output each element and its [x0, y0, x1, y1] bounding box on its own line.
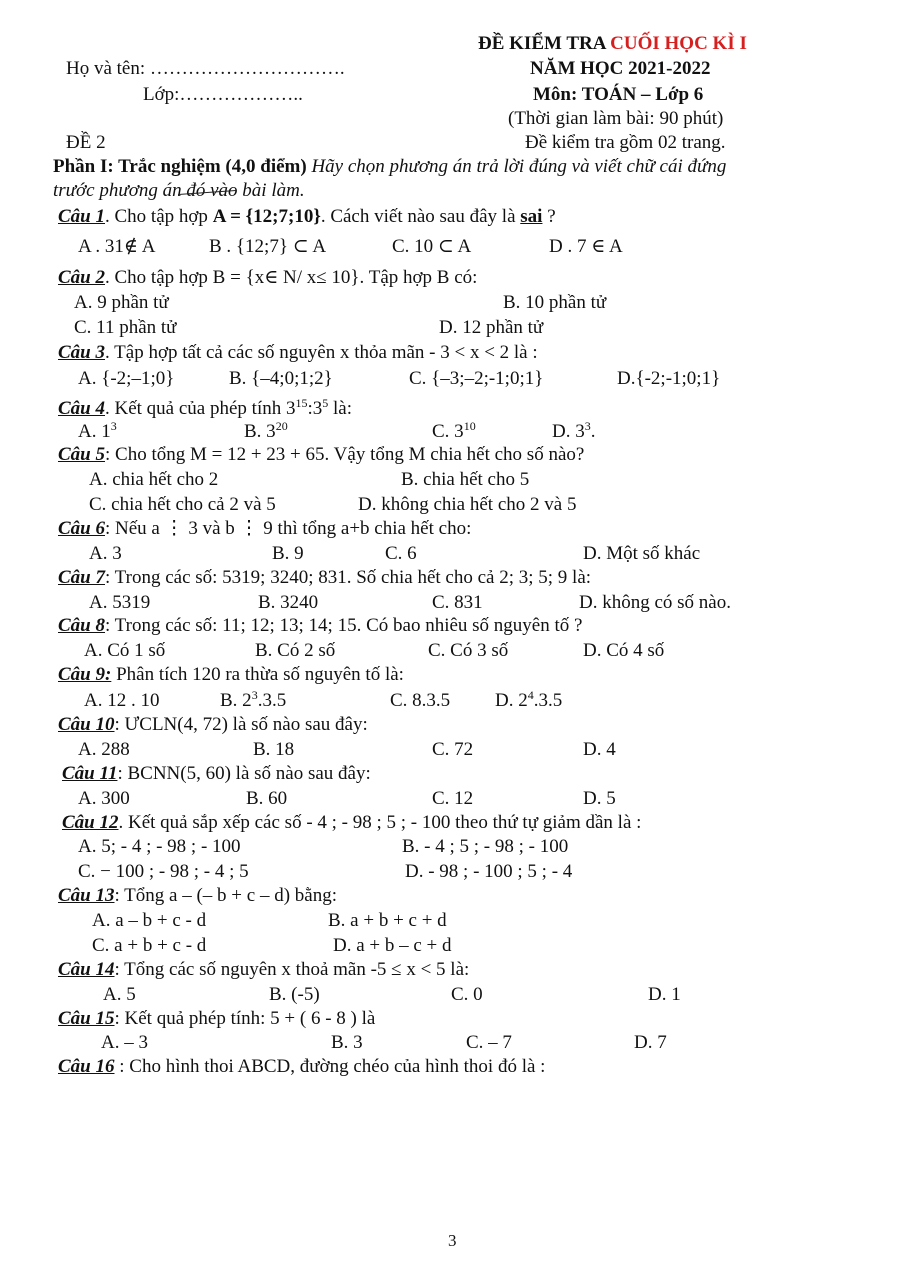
q6-option-d: D. Một số khác	[583, 543, 701, 564]
q11-option-a: A. 300	[78, 788, 130, 809]
q10-option-c: C. 72	[432, 739, 474, 760]
question-16: Câu 16 : Cho hình thoi ABCD, đường chéo của hình thoi đó là :	[58, 1056, 546, 1077]
page-number: 3	[448, 1231, 457, 1250]
q4-option-c: C. $3^{10}$	[432, 419, 476, 442]
q3-option-a: A. {-2;–1;0}	[78, 368, 175, 389]
q2-option-c: C. 11 phần tử	[74, 317, 177, 338]
q2-option-d: D. 12 phần tử	[439, 317, 544, 338]
q4-option-a: A. $1^3$	[78, 419, 117, 442]
q7-option-b: B. 3240	[258, 592, 319, 613]
q11-option-d: D. 5	[583, 788, 616, 809]
q1-option-b: B . {12;7} ⊂ A	[209, 236, 327, 257]
q5-option-a: A. chia hết cho 2	[89, 469, 219, 490]
q12-option-a: A. 5; - 4 ; - 98 ; - 100	[78, 836, 241, 857]
time-limit: (Thời gian làm bài: 90 phút)	[508, 108, 724, 129]
q6-option-a: A. 3	[89, 543, 122, 564]
question-12: Câu 12. Kết quả sắp xếp các số - 4 ; - 98 ; 5 ; - 100 theo thứ tự giảm dần là :	[62, 812, 642, 833]
q3-option-d: D.{-2;-1;0;1}	[617, 368, 721, 389]
q13-option-b: B. a + b + c + d	[328, 910, 447, 931]
exam-title: ĐỀ KIỂM TRA CUỐI HỌC KÌ I	[478, 33, 747, 54]
q13-option-d: D. a + b – c + d	[333, 935, 452, 956]
subject: Môn: TOÁN – Lớp 6	[533, 84, 704, 105]
question-9: Câu 9: Phân tích 120 ra thừa số nguyên tố là:	[58, 664, 404, 685]
q13-option-a: A. a – b + c - d	[92, 910, 207, 931]
q9-option-a: A. 12 . 10	[84, 690, 160, 711]
q4-option-b: B. $3^{20}$	[244, 419, 288, 442]
question-6: Câu 6: Nếu a ⋮ 3 và b ⋮ 9 thì tổng a+b chia hết cho:	[58, 518, 472, 539]
pages-note: Đề kiểm tra gồm 02 trang.	[525, 132, 726, 153]
q15-option-a: A. – 3	[101, 1032, 148, 1053]
q3-option-b: B. {–4;0;1;2}	[229, 368, 333, 389]
q9-option-b: B. $2^3.3.5$	[220, 688, 287, 711]
q10-option-d: D. 4	[583, 739, 616, 760]
q12-option-d: D. - 98 ; - 100 ; 5 ; - 4	[405, 861, 573, 882]
q2-option-b: B. 10 phần tử	[503, 292, 607, 313]
question-11: Câu 11: BCNN(5, 60) là số nào sau đây:	[62, 763, 371, 784]
q2-option-a: A. 9 phần tử	[74, 292, 169, 313]
q15-option-b: B. 3	[331, 1032, 363, 1053]
q1-option-c: C. 10 ⊂ A	[392, 236, 472, 257]
class-field: Lớp:………………..	[143, 84, 303, 105]
q7-option-c: C. 831	[432, 592, 483, 613]
q8-option-a: A. Có 1 số	[84, 640, 166, 661]
q1-option-d: D . 7 ∈ A	[549, 236, 623, 257]
q6-option-c: C. 6	[385, 543, 417, 564]
q12-option-c: C. − 100 ; - 98 ; - 4 ; 5	[78, 861, 249, 882]
q7-option-d: D. không có số nào.	[579, 592, 731, 613]
q4-option-d: D. $3^3$.	[552, 419, 596, 442]
question-10: Câu 10: ƯCLN(4, 72) là số nào sau đây:	[58, 714, 368, 735]
q13-option-c: C. a + b + c - d	[92, 935, 207, 956]
q14-option-d: D. 1	[648, 984, 681, 1005]
school-year: NĂM HỌC 2021-2022	[530, 58, 711, 79]
question-1: Câu 1. Cho tập hợp A = {12;7;10}. Cách viết nào sau đây là sai ?	[58, 206, 556, 227]
q5-option-c: C. chia hết cho cả 2 và 5	[89, 494, 276, 515]
q8-option-b: B. Có 2 số	[255, 640, 336, 661]
q8-option-d: D. Có 4 số	[583, 640, 665, 661]
q14-option-c: C. 0	[451, 984, 483, 1005]
question-7: Câu 7: Trong các số: 5319; 3240; 831. Số chia hết cho cả 2; 3; 5; 9 là:	[58, 567, 592, 588]
q3-option-c: C. {–3;–2;-1;0;1}	[409, 368, 544, 389]
section-instruction-cont: trước phương án đó vào bài làm.	[53, 180, 305, 201]
exam-code: ĐỀ 2	[66, 132, 106, 153]
q10-option-a: A. 288	[78, 739, 130, 760]
student-name-field: Họ và tên: ………………………….	[66, 58, 345, 79]
q11-option-b: B. 60	[246, 788, 288, 809]
section-heading: Phần I: Trắc nghiệm (4,0 điểm) Hãy chọn phương án trả lời đúng và viết chữ cái đứng	[53, 156, 727, 177]
question-14: Câu 14: Tổng các số nguyên x thoả mãn -5 ≤ x < 5 là:	[58, 959, 470, 980]
q6-option-b: B. 9	[272, 543, 304, 564]
question-4: Câu 4. Kết quả của phép tính $3^{15}:3^5$ là:	[58, 396, 353, 419]
question-15: Câu 15: Kết quả phép tính: 5 + ( 6 - 8 ) là	[58, 1008, 376, 1029]
q12-option-b: B. - 4 ; 5 ; - 98 ; - 100	[402, 836, 569, 857]
q11-option-c: C. 12	[432, 788, 474, 809]
question-2: Câu 2. Cho tập hợp B = {x∈ N/ x≤ 10}. Tập hợp B có:	[58, 267, 478, 288]
question-8: Câu 8: Trong các số: 11; 12; 13; 14; 15. Có bao nhiêu số nguyên tố ?	[58, 615, 583, 636]
q14-option-a: A. 5	[103, 984, 136, 1005]
q9-option-d: D. $2^4.3.5$	[495, 688, 563, 711]
q5-option-d: D. không chia hết cho 2 và 5	[358, 494, 577, 515]
q10-option-b: B. 18	[253, 739, 295, 760]
question-13: Câu 13: Tổng a – (– b + c – d) bằng:	[58, 885, 337, 906]
q15-option-d: D. 7	[634, 1032, 667, 1053]
question-3: Câu 3. Tập hợp tất cả các số nguyên x thỏa mãn - 3 < x < 2 là :	[58, 342, 538, 363]
question-5: Câu 5: Cho tổng M = 12 + 23 + 65. Vậy tổng M chia hết cho số nào?	[58, 444, 585, 465]
q15-option-c: C. – 7	[466, 1032, 512, 1053]
q14-option-b: B. (-5)	[269, 984, 320, 1005]
q5-option-b: B. chia hết cho 5	[401, 469, 530, 490]
q1-option-a: A . 31∉ A	[78, 236, 156, 257]
q7-option-a: A. 5319	[89, 592, 151, 613]
q8-option-c: C. Có 3 số	[428, 640, 509, 661]
q9-option-c: C. 8.3.5	[390, 690, 451, 711]
